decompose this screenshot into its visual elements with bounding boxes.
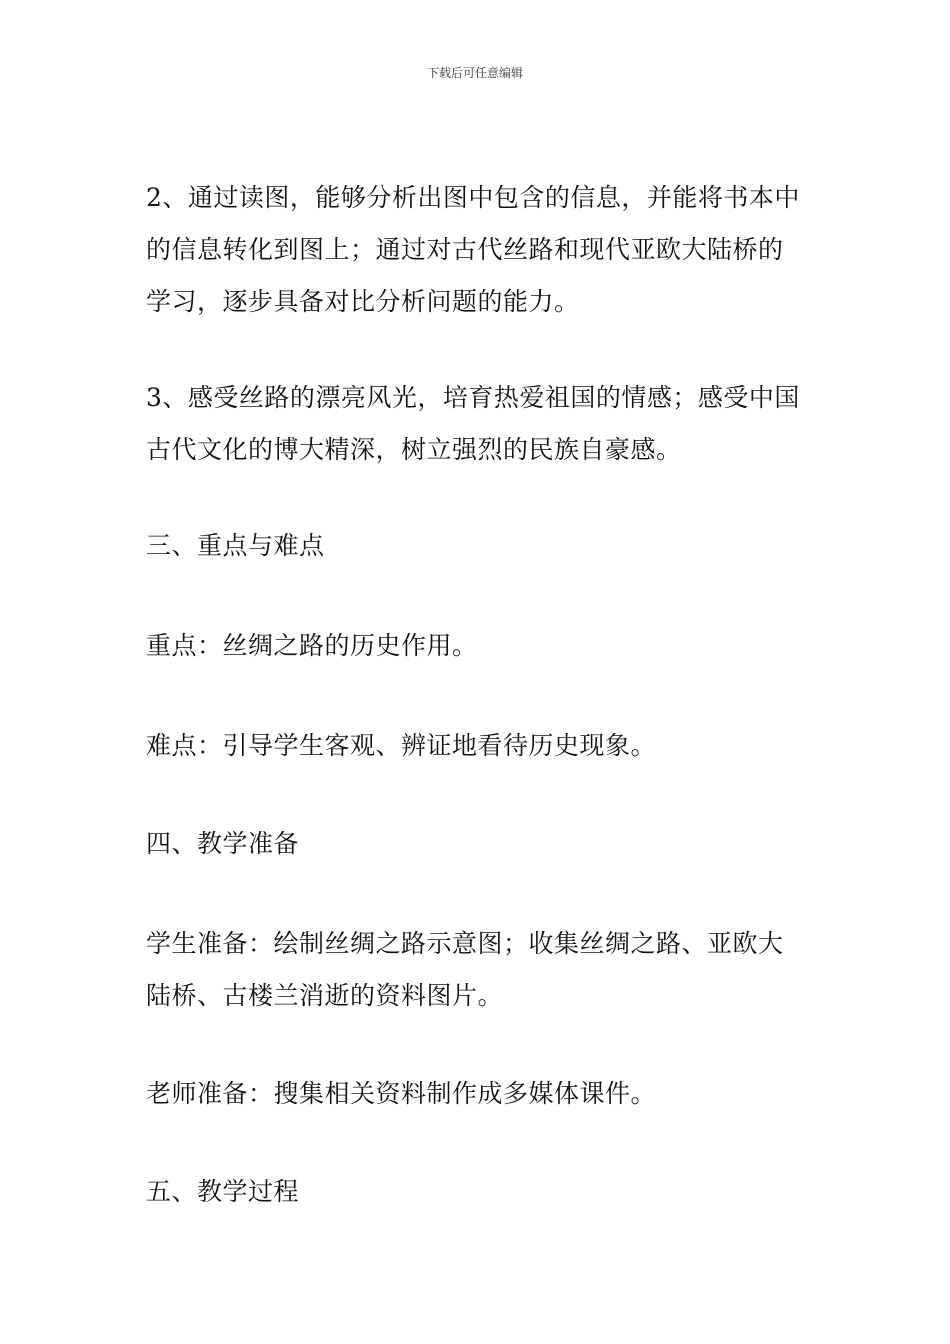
section-heading-preparation — [146, 818, 811, 870]
text-line: 古代文化的博大精深，树立强烈的民族自豪感。 — [146, 435, 682, 464]
heading-text: 四、教学准备 — [146, 829, 300, 858]
text-line: 3、感受丝路的漂亮风光，培育热爱祖国的情感；感受中国 — [146, 383, 800, 412]
page-header: 下载后可任意编辑 — [426, 66, 523, 80]
paragraph-objective-3 — [146, 372, 811, 476]
heading-text: 三、重点与难点 — [146, 531, 325, 560]
heading-text: 五、教学过程 — [146, 1177, 300, 1206]
text-line: 老师准备：搜集相关资料制作成多媒体课件。 — [146, 1079, 657, 1108]
paragraph-objective-2 — [146, 172, 811, 328]
text-line: 重点：丝绸之路的历史作用。 — [146, 631, 478, 660]
text-line: 难点：引导学生客观、辨证地看待历史现象。 — [146, 731, 657, 760]
paragraph-teacher-preparation — [146, 1068, 811, 1120]
paragraph-difficulty — [146, 720, 811, 772]
section-heading-key-points — [146, 520, 811, 572]
text-line: 学生准备：绘制丝绸之路示意图；收集丝绸之路、亚欧大 — [146, 929, 784, 958]
text-line: 的信息转化到图上；通过对古代丝路和现代亚欧大陆桥的 — [146, 235, 784, 264]
text-line: 2、通过读图，能够分析出图中包含的信息，并能将书本中 — [146, 183, 800, 212]
text-line: 陆桥、古楼兰消逝的资料图片。 — [146, 981, 504, 1010]
paragraph-key-point — [146, 620, 811, 672]
text-line: 学习，逐步具备对比分析问题的能力。 — [146, 287, 580, 316]
paragraph-student-preparation — [146, 918, 811, 1022]
section-heading-teaching-process — [146, 1166, 811, 1218]
